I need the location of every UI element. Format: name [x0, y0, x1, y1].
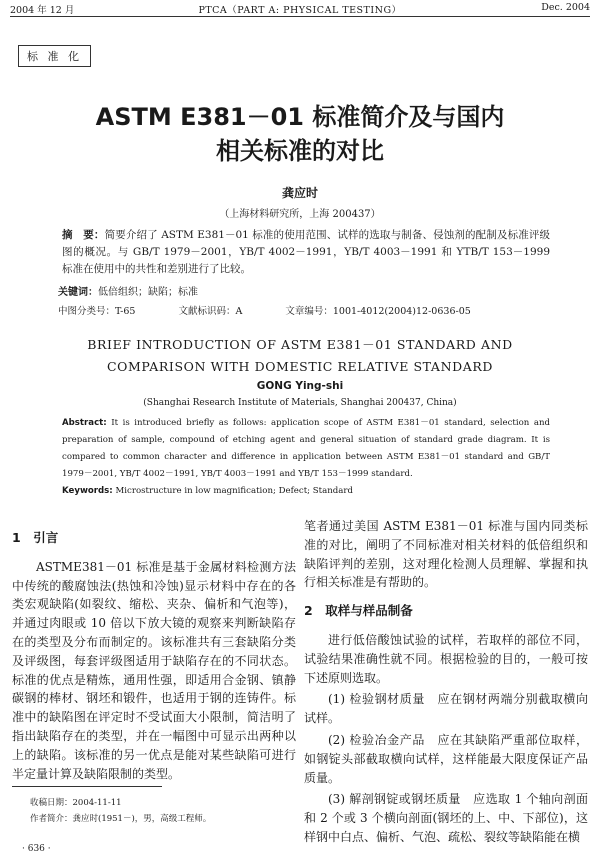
affiliation-cn: （上海材料研究所，上海 200437） [219, 209, 381, 220]
page-number: · 636 · [22, 844, 51, 854]
affiliation-en: (Shanghai Research Institute of Materials, Shanghai 200437, China) [143, 398, 457, 408]
author-en: GONG Ying-shi [256, 380, 344, 392]
title-line-1: ASTM E381－01 标准简介及与国内 [95, 103, 505, 131]
clc-number: 中图分类号：T-65 [58, 306, 136, 317]
section-2-heading: 2 取样与样品制备 [304, 603, 413, 619]
running-head [10, 0, 590, 17]
keywords-cn [58, 283, 198, 298]
footnote-received: 收稿日期：2004-11-11 [30, 798, 122, 808]
keywords-en-label: Keywords: [62, 486, 113, 496]
section-2-paragraph: 进行低倍酸蚀试验的试样，若取样的部位不同，试验结果准确性就不同。根据检验的目的，一般可按下述原则选取。 [304, 632, 588, 685]
keywords-cn-label: 关键词： [58, 287, 98, 298]
classification-line [58, 303, 511, 317]
right-column [304, 517, 588, 850]
english-title [40, 334, 560, 378]
section-1-heading: 1 引言 [12, 530, 59, 545]
keywords-cn-text: 低倍组织；缺陷；标准 [98, 287, 198, 298]
article-number: 文章编号：1001-4012(2004)12-0636-05 [285, 306, 471, 317]
section-2-item-3: (3) 解剖钢锭或钢坯质量 应选取 1 个轴向剖面和 2 个或 3 个横向剖面(钢坯的上、中、下部位)，这样钢中白点、偏析、气泡、疏松、裂纹等缺陷能在横 [304, 792, 588, 844]
author-cn: 龚应时 [281, 186, 318, 200]
footnote-author: 作者简介：龚应时(1951－)，男，高级工程师。 [30, 814, 212, 824]
header-journal: PTCA（PART A: PHYSICAL TESTING） [198, 5, 402, 16]
section-2-item-2: (2) 检验冶金产品 应在其缺陷严重部位取样，如钢锭头部截取横向试样，这样能最大限度保证产品质量。 [304, 732, 588, 785]
abstract-cn [62, 227, 550, 278]
abstract-en-text: It is introduced briefly as follows: application scope of ASTM E381－01 standard, selection and preparation of sample, compound of etching agent and general situation of standard grade diagram. It is compared to common character and difference in application between ASTM E381－01 standard and GB/T 1979－2001, YB/T 4002－1991, YB/T 4003－1991 and YB/T 153－1999 standard. [62, 418, 550, 479]
section-tag: 标 准 化 [18, 45, 91, 67]
document-code: 文献标识码：A [178, 306, 243, 317]
abstract-cn-text: 简要介绍了 ASTM E381－01 标准的使用范围、试样的选取与制备、侵蚀剂的配制及标准评级图的概况。与 GB/T 1979－2001，YB/T 4002－1991，YB/T 4003－1991 和 YTB/T 153－1999 标准在使用中的共性和差别进行了比较。 [62, 229, 551, 275]
header-date: 2004 年 12 月 [10, 5, 75, 16]
paper-title [40, 100, 560, 168]
abstract-en [62, 415, 550, 483]
header-date-en: Dec. 2004 [541, 2, 590, 13]
english-title-line-2: COMPARISON WITH DOMESTIC RELATIVE STANDARD [107, 359, 493, 374]
english-title-line-1: BRIEF INTRODUCTION OF ASTM E381－01 STANDARD AND [87, 337, 513, 352]
section-2-item-1: (1) 检验钢材质量 应在钢材两端分别截取横向试样。 [304, 692, 588, 726]
abstract-cn-label: 摘 要： [62, 229, 105, 241]
left-column [12, 527, 296, 783]
footnote-divider [12, 786, 162, 787]
abstract-en-label: Abstract: [62, 418, 107, 428]
title-line-2: 相关标准的对比 [216, 137, 384, 165]
keywords-en-text: Microstructure in low magnification; Defect; Standard [115, 486, 354, 496]
intro-continuation: 笔者通过美国 ASTM E381－01 标准与国内同类标准的对比，阐明了不同标准对相关材料的低倍组织和缺陷评判的差别，这对理化检测人员理解、掌握和执行相关标准是有帮助的。 [304, 519, 588, 590]
section-1-paragraph: ASTME381－01 标准是基于金属材料检测方法中传统的酸腐蚀法(热蚀和冷蚀)显示材料中存在的各类宏观缺陷(如裂纹、缩松、夹杂、偏析和气泡等)，并通过肉眼或 10 倍以下放大镜的观察来判断缺陷存在的类型及分布而制定的。该标准共有三套缺陷分类及评级图，每套评级图适用于缺陷存在的不同状态。标准的优点是精炼，通用性强，即适用合金钢、镇静碳钢的棒材、钢坯和锻件，也适用于钢的连铸件。标准中的缺陷图在评定时不受试面大小限制，简洁明了指出缺陷存在的类型，并在一幅图中可显示出两种以上的缺陷。该标准的另一优点是能对某些缺陷可进行半定量计算及缺陷限制的类型。 [12, 559, 296, 781]
keywords-en [62, 486, 353, 496]
